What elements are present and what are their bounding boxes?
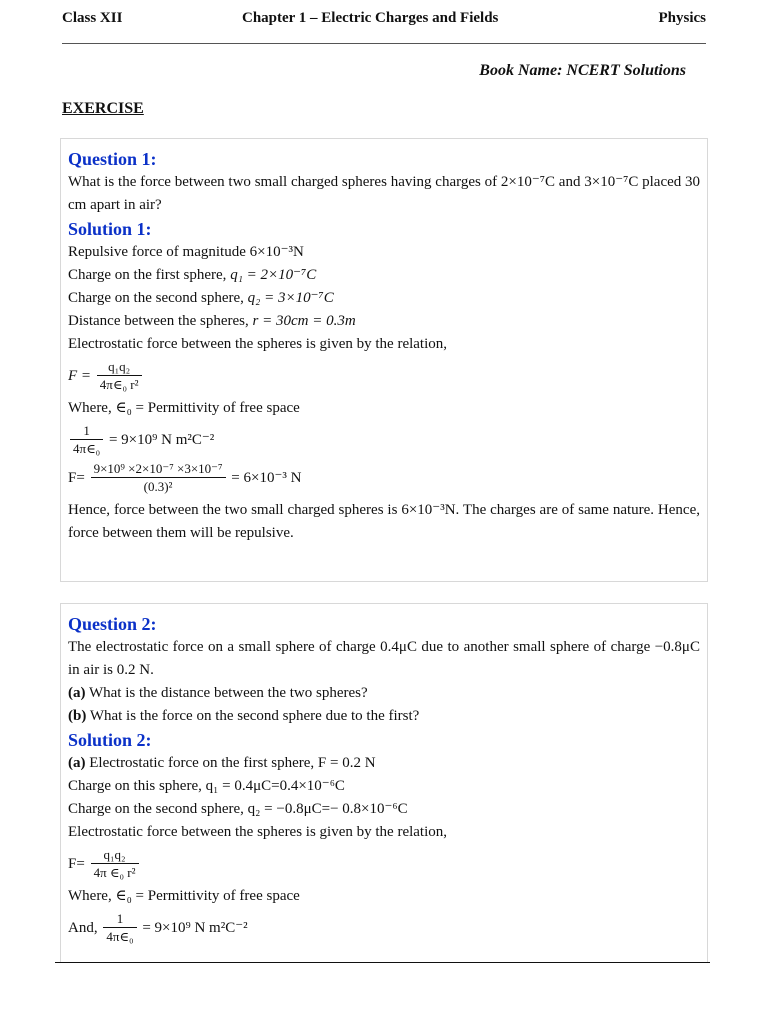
solution-1-formula-coulomb: F = $\frac{\text{q₁q₂}}{\text{4π∈₀ r²}}$ <box>68 359 700 394</box>
solution-1-line-6: Where, ∈₀ = Permittivity of free space <box>68 400 300 416</box>
question-2-part-a: (a) What is the distance between the two spheres? <box>68 685 368 701</box>
solution-1-conclusion: Hence, force between the two small charged spheres is 6×10⁻³N. The charges are of same nature. Hence, force between them will be repulsive. <box>68 502 700 541</box>
solution-1-formula-result: F= $\frac{\text{9×10⁹ ×2×10⁻⁷ ×3×10⁻⁷}}{\text{(0.3)²}}$ = 6×10⁻³ N <box>68 461 302 494</box>
solution-1-line-5: Electrostatic force between the spheres is given by the relation, <box>68 336 448 352</box>
question-1-box <box>60 138 708 582</box>
header-divider <box>62 43 706 44</box>
solution-1-line-1: Repulsive force of magnitude 6×10⁻³N <box>68 244 304 260</box>
solution-2-formula-constant: And, $\frac{1}{\text{4π∈₀}}$ = 9×10⁹ N m²C⁻² <box>68 911 248 944</box>
exercise-heading: EXERCISE <box>62 100 144 117</box>
solution-1-title: Solution 1: <box>68 219 152 239</box>
question-1-title: Question 1: <box>68 149 157 169</box>
solution-2-line-4: Electrostatic force between the spheres is given by the relation, <box>68 824 448 840</box>
solution-2-line-5: Where, ∈₀ = Permittivity of free space <box>68 888 300 904</box>
solution-2-title: Solution 2: <box>68 730 152 750</box>
question-2-title: Question 2: <box>68 614 157 634</box>
question-2-box <box>60 603 708 963</box>
question-2-part-b: (b) What is the force on the second sphere due to the first? <box>68 708 420 724</box>
page-header <box>62 10 706 32</box>
class-label: Class XII <box>62 10 123 26</box>
chapter-title: Chapter 1 – Electric Charges and Fields <box>242 10 499 26</box>
solution-2-line-3: Charge on the second sphere, q₂ = −0.8μC=− 0.8×10⁻⁶C <box>68 801 408 817</box>
solution-1-line-4: Distance between the spheres, r = 30cm = 0.3m <box>68 313 356 329</box>
footer-divider <box>55 962 710 963</box>
solution-1-line-3: Charge on the second sphere, q₂ = 3×10⁻⁷C <box>68 290 334 306</box>
solution-1-line-2: Charge on the first sphere, q₁ = 2×10⁻⁷C <box>68 267 317 283</box>
solution-2-line-2: Charge on this sphere, q₁ = 0.4μC=0.4×10⁻⁶C <box>68 778 345 794</box>
question-2-text: The electrostatic force on a small sphere of charge 0.4μC due to another small sphere of charge −0.8μC in air is 0.2 N. <box>68 639 700 678</box>
solution-2-formula-coulomb: F= $\frac{\text{q₁q₂}}{\text{4π ∈₀ r²}}$ <box>68 847 700 882</box>
subject-label: Physics <box>658 10 706 26</box>
question-1-text: What is the force between two small charged spheres having charges of 2×10⁻⁷C and 3×10⁻⁷C placed 30 cm apart in air? <box>68 174 701 213</box>
solution-1-formula-constant: $\frac{1}{\text{4π∈₀}}$ = 9×10⁹ N m²C⁻² <box>68 423 700 458</box>
book-name: Book Name: NCERT Solutions <box>479 62 686 79</box>
solution-2-line-1: (a) Electrostatic force on the first sphere, F = 0.2 N <box>68 755 376 771</box>
